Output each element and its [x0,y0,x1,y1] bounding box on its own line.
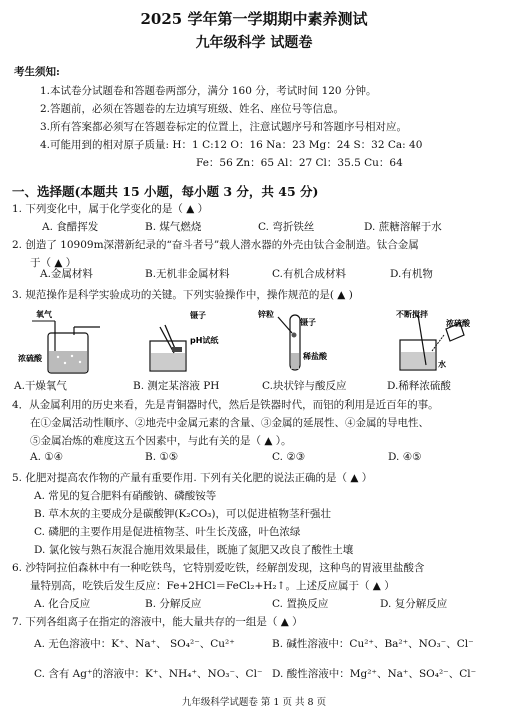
q7-option-b-prefix: B. 碱性溶液中： [272,638,350,650]
q7-option-a [34,636,235,651]
question-6-stem: 6. 沙特阿拉伯森林中有一种吃铁鸟，它特别爱吃铁，经解剖发现，这种鸟的胃液里盐酸含 [12,562,425,574]
q7-option-c-ions: K⁺、NH₄⁺、NO₃⁻、Cl⁻ [145,668,263,680]
q7-option-a-prefix: A. 无色溶液中： [34,638,112,650]
q1-option-a: A. 食醋挥发 [42,221,99,233]
q7-option-d-ions: Mg²⁺、Na⁺、SO₄²⁻、Cl⁻ [349,668,477,680]
q7-option-b [272,636,474,651]
fig-label: 锌粒 [258,310,274,319]
fig-label: 镊子 [300,318,316,327]
notice-item: 3.所有答案都必须写在答题卷标定的位置上，注意试题序号和答题序号相对应。 [40,121,408,133]
q2-option-b: B.无机非金属材料 [145,268,230,280]
fig-label: 浓硫酸 [446,319,470,328]
q4-option-d: D. ④⑤ [388,451,422,463]
q6-option-b: B. 分解反应 [145,598,202,610]
q3-option-d: D.稀释浓硫酸 [387,380,451,392]
exam-subtitle: 九年级科学 试题卷 [195,35,313,51]
notice-item-cont: Fe：56 Zn：65 Al：27 Cl：35.5 Cu：64 [196,157,403,169]
q4-option-a: A. ①④ [30,451,64,463]
q7-option-c-prefix: C. 含有 Ag⁺的溶液中： [34,668,146,680]
question-6-stem-cont: 量特别高，吃铁后发生反应：Fe+2HCl＝FeCl₂+H₂↑。上述反应属于（ ▲ ） [30,580,395,592]
notice-heading: 考生须知: [14,66,60,78]
section-heading: 一、选择题(本题共 15 小题，每小题 3 分，共 45 分) [12,184,319,199]
test-tube-icon [278,315,300,370]
question-4-stem: 4．从金属利用的历史来看，先是青铜器时代，然后是铁器时代，而铝的利用是近百年的事。 [12,399,439,411]
q5-option-c: C. 磷肥的主要作用是促进植物茎、叶生长茂盛，叶色浓绿 [34,526,301,538]
q7-option-d [272,666,476,681]
q6-option-c: C. 置换反应 [272,598,329,610]
q5-option-d: D. 氯化铵与熟石灰混合施用效果最佳，既施了氮肥又改良了酸性土壤 [34,544,354,556]
page-footer: 九年级科学试题卷 第 1 页 共 8 页 [181,697,327,708]
q7-option-b-ions: Cu²⁺、Ba²⁺、NO₃⁻、Cl⁻ [349,638,474,650]
question-2-stem: 2. 创造了 10909m深潜新纪录的“奋斗者号”载人潜水器的外壳由钛合金制造。钛合金属 [12,239,419,251]
fig-label: 不断搅拌 [396,310,428,319]
q2-option-a: A.金属材料 [40,268,93,280]
fig-label: 氧气 [36,310,52,319]
q2-option-d: D.有机物 [390,268,433,280]
q3-option-c: C.块状锌与酸反应 [262,380,347,392]
q5-option-a: A. 常见的复合肥料有硝酸钠、磷酸铵等 [34,490,217,502]
q7-option-a-ions: K⁺、Na⁺、 SO₄²⁻、Cu²⁺ [111,638,235,650]
notice-item: 2.答题前，必须在答题卷的左边填写班级、姓名、座位号等信息。 [40,103,345,115]
q1-option-b: B. 煤气燃烧 [145,221,202,233]
fig-label: 浓硫酸 [18,354,42,363]
question-4-stem-cont: 在①金属活动性顺序、②地壳中金属元素的含量、③金属的延展性、④金属的导电性、 [30,417,429,429]
q2-option-c: C.有机合成材料 [272,268,346,280]
beaker-tweezers-icon [150,325,186,371]
q3-option-a: A.干燥氧气 [14,380,67,392]
exam-title: 2025 学年第一学期期中素养测试 [140,10,368,28]
q7-option-c [34,666,263,681]
q1-option-d: D. 蔗糖溶解于水 [364,221,442,233]
notice-item: 1.本试卷分试题卷和答题卷两部分，满分 160 分，考试时间 120 分钟。 [40,85,377,97]
q3-option-b: B. 测定某溶液 PH [133,380,220,392]
fig-label: pH试纸 [190,336,219,345]
question-3-stem: 3. 规范操作是科学实验成功的关键。下列实验操作中，操作规范的是( ▲ ) [12,289,353,301]
question-2-stem-cont: 于（ ▲ ） [30,257,77,269]
q7-option-d-prefix: D. 酸性溶液中： [272,668,350,680]
q6-option-a: A. 化合反应 [34,598,91,610]
gas-washing-bottle-icon [32,321,100,373]
q4-option-b: B. ①⑤ [145,451,179,463]
notice-item: 4.可能用到的相对原子质量: H：1 C:12 O：16 Na：23 Mg：24 S：32 Ca: 40 [40,139,423,151]
fig-label: 水 [438,360,446,369]
question-4-stem-cont: ⑤金属冶炼的难度这五个因素中，与此有关的是（ ▲ ）。 [30,435,292,447]
q1-option-c: C. 弯折铁丝 [258,221,315,233]
q4-option-c: C. ②③ [272,451,306,463]
question-7-stem: 7. 下列各组离子在指定的溶液中，能大量共存的一组是（ ▲ ） [12,616,303,628]
question-5-stem: 5. 化肥对提高农作物的产量有重要作用. 下列有关化肥的说法正确的是（ ▲ ） [12,472,373,484]
q3-apparatus-figure [0,305,508,380]
q5-option-b: B. 草木灰的主要成分是碳酸钾(K₂CO₃)，可以促进植物茎秆强壮 [34,508,331,520]
fig-label: 镊子 [190,311,206,320]
fig-label: 稀盐酸 [303,352,327,361]
q6-option-d: D. 复分解反应 [380,598,448,610]
question-1-stem: 1. 下列变化中，属于化学变化的是（ ▲ ） [12,203,209,215]
